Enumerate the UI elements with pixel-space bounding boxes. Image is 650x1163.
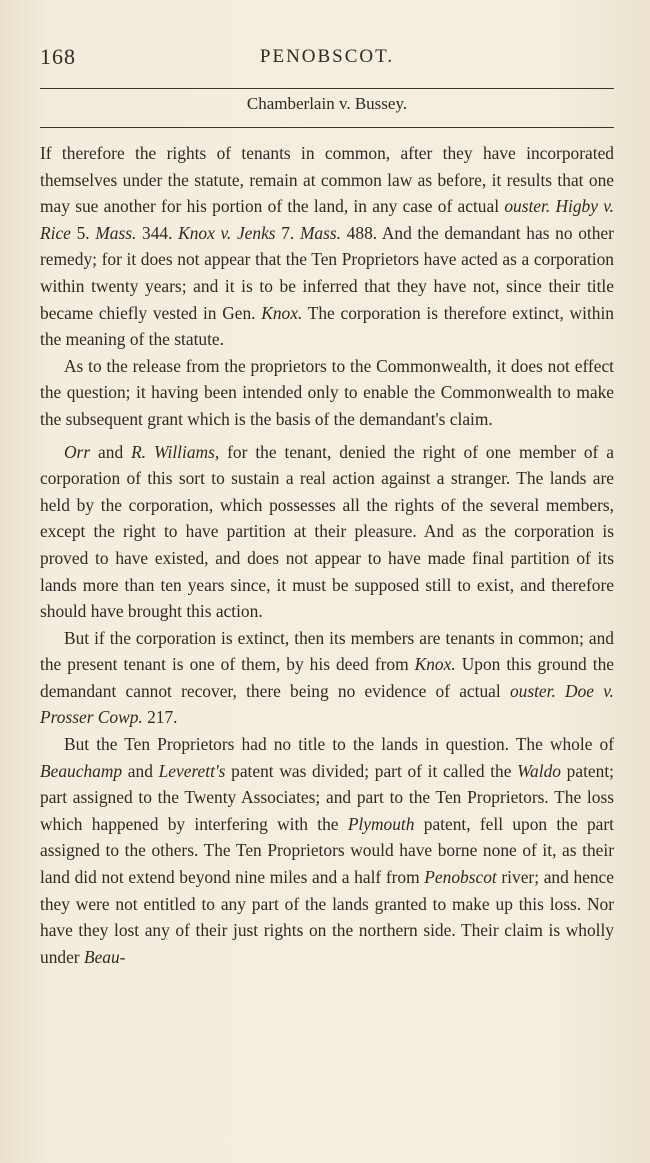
text-run: As to the release from the proprietors to the Commonwealth, it does not effect the question; it having been intended only to enable the Commonwealth to make the subsequent grant which is the basis of the demandant's claim. <box>40 355 614 429</box>
italic-run: Waldo <box>517 760 561 781</box>
text-run: 5. <box>70 222 96 243</box>
text-run: But the Ten Proprietors had no title to the lands in question. The whole of <box>64 734 614 755</box>
text-run: patent, fell upon the part assigned to the others. The Ten Proprietors would have borne none of it, as their land did not extend beyond nine miles and a half from <box>40 813 614 888</box>
text-run: The corporation is therefore extinct, within the meaning of the statute. <box>40 302 614 350</box>
text-run: for the tenant, denied the right of one member of a corporation of this sort to sustain a real action against a stranger. The lands are held by the corporation, which possesses all the rights of the several members, except the right to have partition at their pleasure. And as the corporation is proved to have existed, and does not appear to have made final partition of its lands more than ten years since, it must be supposed still to exist, and therefore should have brought this action. <box>40 441 614 622</box>
header-rule-bottom <box>40 127 614 128</box>
case-title: Chamberlain v. Bussey. <box>246 94 408 113</box>
italic-run: Knox. <box>261 302 303 323</box>
running-title: PENOBSCOT. <box>259 46 395 67</box>
text-run: patent was divided; part of it called the <box>225 760 518 781</box>
text-run: 344. <box>136 222 179 243</box>
page-header <box>40 44 614 74</box>
italic-run: Plymouth <box>347 813 415 834</box>
text-run: and <box>90 441 132 462</box>
body-text <box>40 140 614 970</box>
text-run: Upon this ground the demandant cannot recover, there being no evidence of actual <box>40 654 614 701</box>
text-run: 217. <box>142 707 178 728</box>
paragraph <box>40 731 614 970</box>
italic-run: R. Williams, <box>131 441 220 462</box>
text-run: 488. And the demandant has no other remedy; for it does not appear that the Ten Proprietors have acted as a corporation within twenty years; and it is to be inferred that they have not, since their title became chiefly vested in Gen. <box>40 222 614 323</box>
paragraph <box>40 140 614 353</box>
italic-run: Mass. <box>95 222 137 243</box>
page-number: 168 <box>40 44 76 69</box>
paragraph <box>40 439 614 625</box>
text-run: 7. <box>275 222 300 243</box>
header-rule-top <box>40 88 614 89</box>
italic-run: Leverett's <box>158 760 226 781</box>
text-run: river; and hence they were not entitled to any part of the lands granted to make up this loss. Nor have they lost any of their just rights on the northern side. Their claim is wholly under <box>40 867 614 967</box>
italic-run: ouster. Higby v. Rice <box>40 196 615 243</box>
italic-run: Orr <box>64 441 91 462</box>
italic-run: Penobscot <box>424 867 497 888</box>
text-run: patent; part assigned to the Twenty Associates; and part to the Ten Proprietors. The loss which happened by interfering with the <box>40 760 615 834</box>
italic-run: Knox v. Jenks <box>178 222 276 243</box>
paragraph <box>40 625 614 731</box>
text-run: But if the corporation is extinct, then its members are tenants in common; and the present tenant is one of them, by his deed from <box>40 627 614 675</box>
italic-run: Beauchamp <box>40 760 123 781</box>
text-run: and <box>122 760 159 781</box>
text-run: If therefore the rights of tenants in common, after they have incorporated themselves under the statute, remain at common law as before, it results that one may sue another for his portion of the land, in any case of actual <box>40 143 614 217</box>
italic-run: Beau- <box>83 946 126 967</box>
paragraph <box>40 353 614 433</box>
italic-run: Mass. <box>299 222 342 243</box>
italic-run: Knox. <box>414 654 456 675</box>
italic-run: ouster. Doe v. Prosser Cowp. <box>40 680 615 728</box>
